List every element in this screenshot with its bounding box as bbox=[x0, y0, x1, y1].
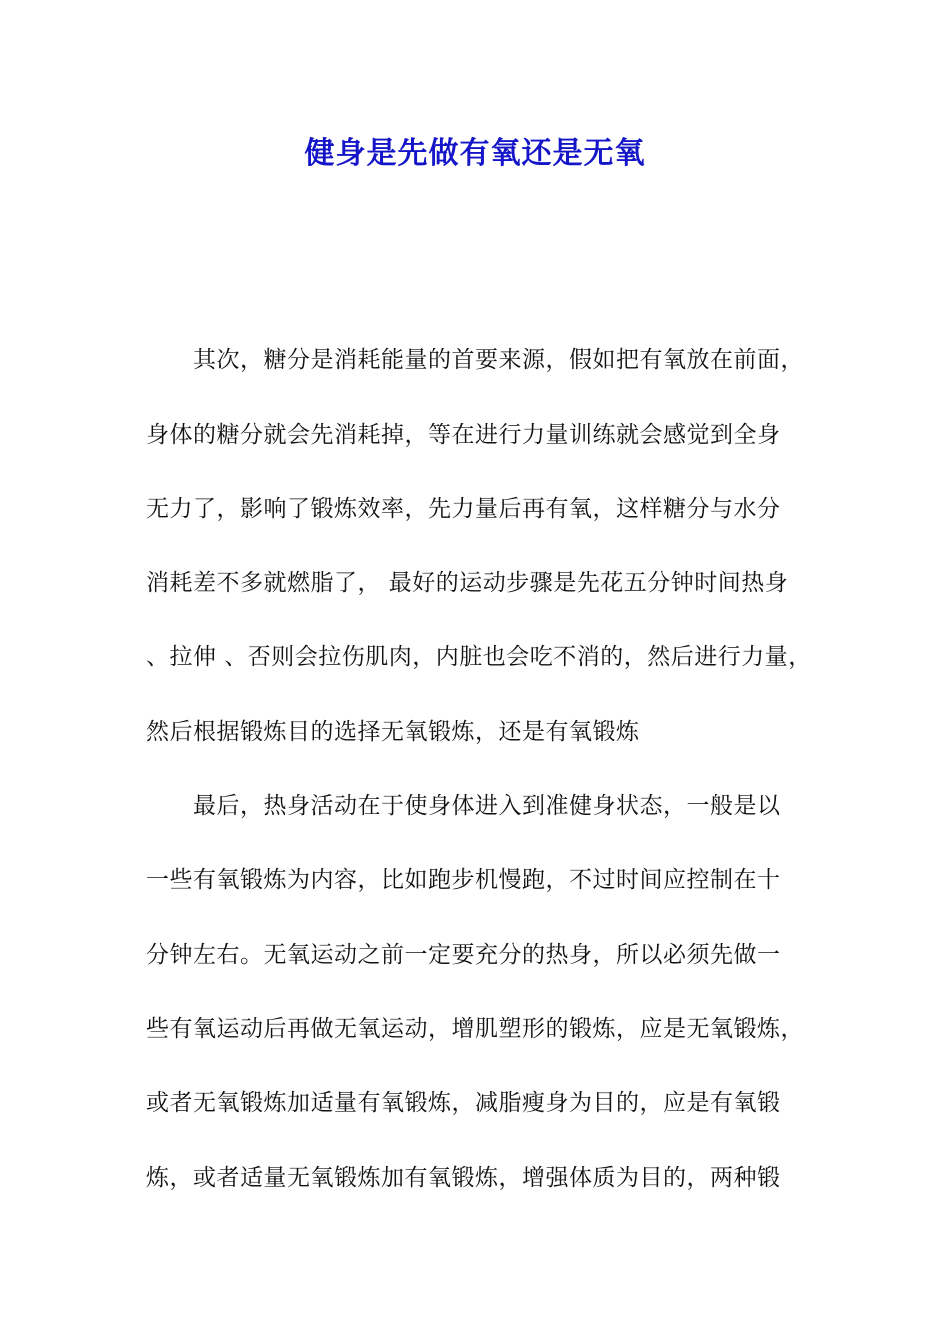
body-text-line: 或者无氧锻炼加适量有氧锻炼，减脂瘦身为目的，应是有氧锻 bbox=[146, 1090, 781, 1116]
body-text-line: 然后根据锻炼目的选择无氧锻炼，还是有氧锻炼 bbox=[146, 719, 640, 745]
body-text-line: 、拉伸 、否则会拉伤肌肉，内脏也会吃不消的，然后进行力量， bbox=[146, 644, 812, 670]
body-text-line: 炼，或者适量无氧锻炼加有氧锻炼，增强体质为目的，两种锻 bbox=[146, 1165, 781, 1191]
body-text-line: 消耗差不多就燃脂了， 最好的运动步骤是先花五分钟时间热身 bbox=[146, 570, 789, 596]
body-text-line: 身体的糖分就会先消耗掉，等在进行力量训练就会感觉到全身 bbox=[146, 422, 781, 448]
body-text-line: 其次，糖分是消耗能量的首要来源，假如把有氧放在前面， bbox=[146, 347, 804, 373]
body-text-line: 些有氧运动后再做无氧运动，增肌塑形的锻炼，应是无氧锻炼， bbox=[146, 1016, 804, 1042]
body-text-line: 无力了，影响了锻炼效率，先力量后再有氧，这样糖分与水分 bbox=[146, 496, 781, 522]
document-title: 健身是先做有氧还是无氧 bbox=[304, 136, 646, 171]
body-text-line: 分钟左右。无氧运动之前一定要充分的热身，所以必须先做一 bbox=[146, 942, 781, 968]
body-text-line: 最后，热身活动在于使身体进入到准健身状态，一般是以 bbox=[146, 793, 781, 819]
body-text-line: 一些有氧锻炼为内容，比如跑步机慢跑，不过时间应控制在十 bbox=[146, 867, 781, 893]
